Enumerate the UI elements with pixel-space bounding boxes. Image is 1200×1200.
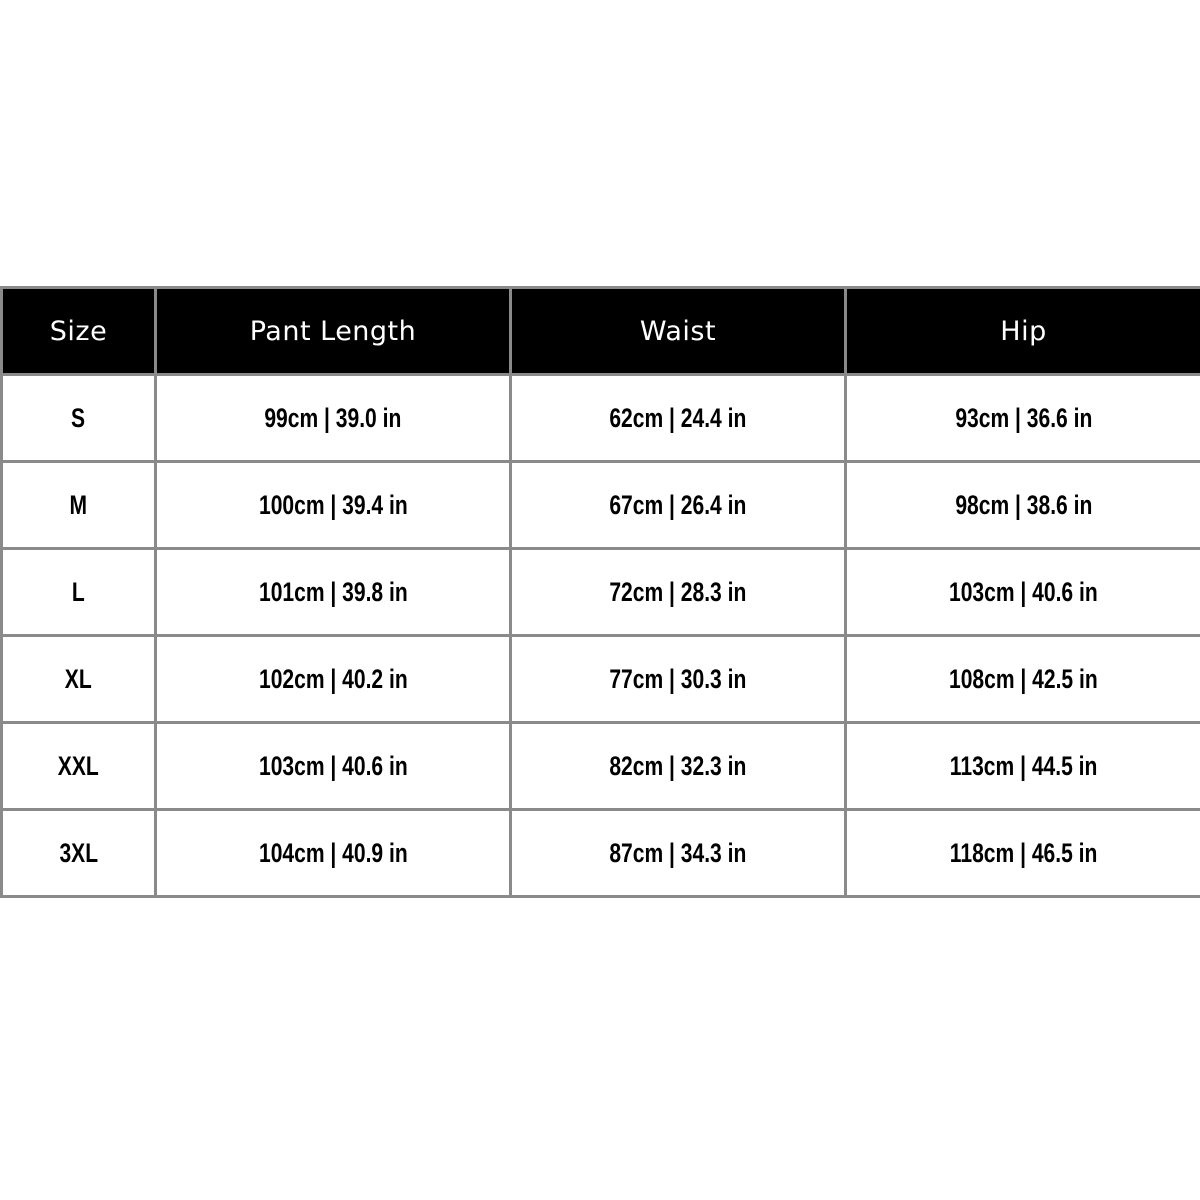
- header-waist: Waist: [511, 288, 846, 375]
- cell-waist: [511, 810, 846, 897]
- cell-text: 99cm | 39.0 in: [264, 402, 402, 433]
- cell-text: 113cm | 44.5 in: [949, 750, 1098, 781]
- cell-text: 82cm | 32.3 in: [609, 750, 747, 781]
- cell-text: 67cm | 26.4 in: [609, 489, 747, 520]
- cell-waist: [511, 375, 846, 462]
- cell-pant-length: [156, 810, 511, 897]
- cell-hip: [846, 549, 1200, 636]
- header-hip: Hip: [846, 288, 1200, 375]
- cell-text: 62cm | 24.4 in: [609, 402, 747, 433]
- size-chart-table: [0, 286, 1200, 898]
- table-row: [2, 462, 1200, 549]
- cell-text: 103cm | 40.6 in: [258, 750, 408, 781]
- cell-size: [2, 549, 156, 636]
- table-row: [2, 375, 1200, 462]
- cell-waist: [511, 462, 846, 549]
- cell-hip: [846, 810, 1200, 897]
- cell-text: 87cm | 34.3 in: [609, 837, 747, 868]
- cell-waist: [511, 636, 846, 723]
- cell-text: XL: [65, 663, 92, 694]
- header-pant-length: Pant Length: [156, 288, 511, 375]
- header-row: [2, 288, 1200, 375]
- header-size: Size: [2, 288, 156, 375]
- cell-size: [2, 810, 156, 897]
- cell-size: [2, 375, 156, 462]
- cell-text: 3XL: [59, 837, 98, 868]
- cell-waist: [511, 723, 846, 810]
- cell-text: 108cm | 42.5 in: [949, 663, 1098, 694]
- cell-text: 100cm | 39.4 in: [258, 489, 408, 520]
- table-row: [2, 810, 1200, 897]
- cell-size: [2, 723, 156, 810]
- cell-text: 93cm | 36.6 in: [954, 402, 1093, 433]
- cell-hip: [846, 636, 1200, 723]
- cell-pant-length: [156, 636, 511, 723]
- cell-pant-length: [156, 549, 511, 636]
- table-row: [2, 549, 1200, 636]
- table-row: [2, 636, 1200, 723]
- cell-pant-length: [156, 375, 511, 462]
- cell-text: S: [71, 402, 86, 433]
- cell-text: 104cm | 40.9 in: [258, 837, 408, 868]
- cell-size: [2, 636, 156, 723]
- cell-text: 101cm | 39.8 in: [258, 576, 408, 607]
- cell-text: L: [72, 576, 85, 607]
- cell-text: M: [69, 489, 88, 520]
- size-chart-body: [2, 375, 1200, 897]
- cell-pant-length: [156, 723, 511, 810]
- cell-text: XXL: [58, 750, 99, 781]
- cell-pant-length: [156, 462, 511, 549]
- cell-size: [2, 462, 156, 549]
- cell-hip: [846, 462, 1200, 549]
- cell-hip: [846, 723, 1200, 810]
- cell-text: 118cm | 46.5 in: [949, 837, 1098, 868]
- cell-hip: [846, 375, 1200, 462]
- size-chart-header: [2, 288, 1200, 375]
- table-row: [2, 723, 1200, 810]
- cell-text: 103cm | 40.6 in: [949, 576, 1098, 607]
- cell-text: 72cm | 28.3 in: [609, 576, 747, 607]
- cell-text: 102cm | 40.2 in: [258, 663, 408, 694]
- cell-text: 77cm | 30.3 in: [609, 663, 747, 694]
- cell-text: 98cm | 38.6 in: [954, 489, 1093, 520]
- cell-waist: [511, 549, 846, 636]
